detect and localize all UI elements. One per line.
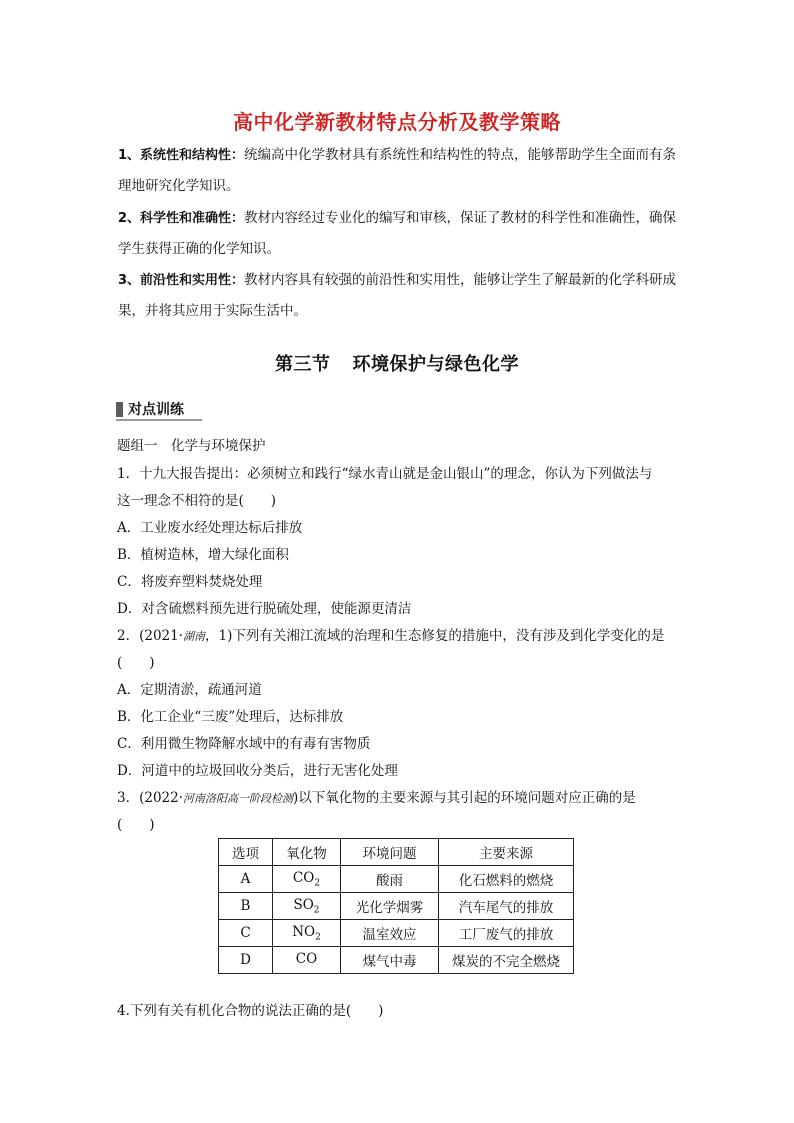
banner-marker-icon [116,402,123,417]
section-number: 第三节 [275,354,331,375]
table-row [219,920,574,947]
table-cell-option: A [219,866,273,893]
question-3-prefix: 3．(2022· [117,790,184,806]
section-title [0,350,794,376]
question-2-option-d: D．河道中的垃圾回收分类后，进行无害化处理 [117,763,398,779]
intro-paragraph-3 [118,265,680,327]
table-cell-source: 工厂废气的排放 [439,920,574,947]
table-cell-oxide [273,866,341,893]
question-3-source: 河南洛阳高一阶段检测 [183,792,294,805]
question-1-stem [117,461,679,515]
oxide-table [218,838,574,974]
intro-text: 统编高中化学教材具有系统性和结构性的特点，能够帮助学生全面而有条理地研究化学知识。 [118,147,677,194]
table-row [219,893,574,920]
intro-paragraph-2 [118,203,680,265]
table-header-row [219,839,574,866]
question-2-line-2: ( ) [117,655,155,671]
table-header-cell: 氧化物 [273,839,341,866]
table-cell-oxide [273,920,341,947]
table-cell-problem: 光化学烟雾 [341,893,439,920]
question-3-stem [117,785,679,839]
intro-text: 教材内容经过专业化的编写和审核，保证了教材的科学性和准确性，确保学生获得正确的化学知识。 [118,210,677,257]
question-1-option-d: D．对含硫燃料预先进行脱硫处理，使能源更清洁 [117,601,412,617]
question-1-option-a: A．工业废水经处理达标后排放 [117,520,303,536]
oxide-formula: SO [293,896,314,913]
question-1-option-c: C．将废弃塑料焚烧处理 [117,574,263,590]
table-row [219,947,574,974]
table-cell-source: 煤炭的不完全燃烧 [439,947,574,974]
question-3-line-2: ( ) [117,817,155,833]
table-row [219,866,574,893]
intro-text: 教材内容具有较强的前沿性和实用性，能够让学生了解最新的化学科研成果，并将其应用于实际生活中。 [118,272,677,319]
table-header-cell: 主要来源 [439,839,574,866]
question-1-option-b: B．植树造林，增大绿化面积 [117,547,289,563]
table-header-cell: 选项 [219,839,273,866]
intro-lead: 3、前沿性和实用性： [118,273,245,288]
section-name: 环境保护与绿色化学 [352,354,519,375]
table-cell-problem: 温室效应 [341,920,439,947]
table-cell-source: 化石燃料的燃烧 [439,866,574,893]
question-1-line-1: 1．十九大报告提出：必须树立和践行“绿水青山就是金山银山”的理念，你认为下列做法与 [117,466,653,482]
question-2-text: ，1)下列有关湘江流域的治理和生态修复的措施中，没有涉及到化学变化的是 [205,628,665,644]
table-cell-option: B [219,893,273,920]
oxide-subscript: 2 [313,905,320,916]
oxide-formula: NO [292,923,316,940]
question-1-line-2: 这一理念不相符的是( ) [117,493,277,509]
oxide-formula: CO [295,950,318,967]
table-cell-problem: 酸雨 [341,866,439,893]
oxide-formula: CO [292,869,315,886]
document-title: 高中化学新教材特点分析及教学策略 [233,110,561,134]
banner-underline [116,419,202,421]
question-2-source: 湖南 [183,630,206,643]
intro-lead: 1、系统性和结构性： [118,148,245,163]
oxide-subscript: 2 [315,932,321,943]
table-cell-oxide [273,947,341,974]
question-3-line-1 [117,785,679,812]
table-cell-problem: 煤气中毒 [341,947,439,974]
table-cell-source: 汽车尾气的排放 [439,893,574,920]
question-2-prefix: 2．(2021· [117,628,184,644]
oxide-subscript: 2 [314,878,321,889]
table-header-cell: 环境问题 [341,839,439,866]
question-2-stem [117,623,679,677]
question-2-option-a: A．定期清淤，疏通河道 [117,682,262,698]
question-group-label: 题组一 化学与环境保护 [117,438,266,454]
question-3-text: )以下氧化物的主要来源与其引起的环境问题对应正确的是 [293,790,636,806]
training-label: 对点训练 [128,402,184,418]
intro-lead: 2、科学性和准确性： [118,211,245,226]
intro-paragraph-1 [118,140,680,202]
question-2-option-c: C．利用微生物降解水域中的有毒有害物质 [117,736,371,752]
table-cell-option: C [219,920,273,947]
table-cell-option: D [219,947,273,974]
question-2-option-b: B．化工企业“三废”处理后，达标排放 [117,709,344,725]
table-cell-oxide [273,893,341,920]
question-4-stem: 4.下列有关有机化合物的说法正确的是( ) [117,1003,384,1019]
question-2-line-1 [117,623,679,650]
